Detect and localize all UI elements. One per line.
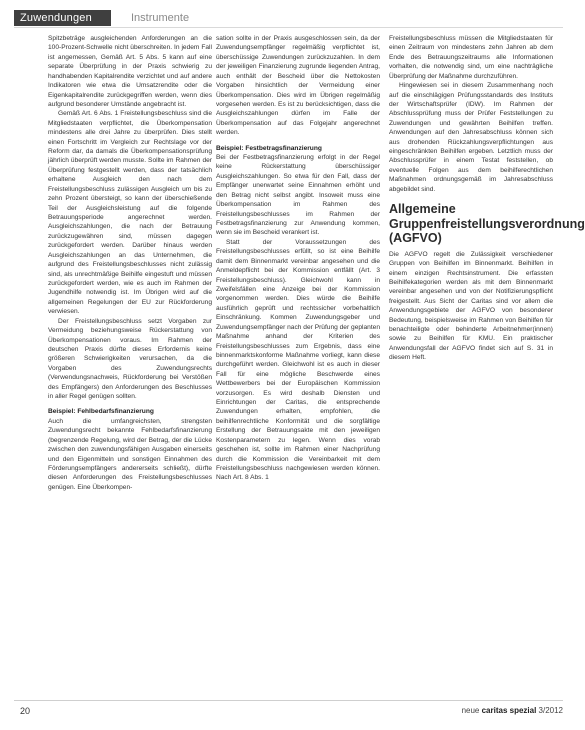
journal-issue: 3/2012 [538, 706, 563, 715]
category-label: Instrumente [131, 12, 190, 24]
text-column-3 [389, 34, 585, 684]
text-column-1 [48, 34, 212, 684]
subheading: Beispiel: Fehlbedarfsfinanzierung [48, 408, 154, 416]
header-divider [14, 27, 563, 28]
paragraph: sation sollte in der Praxis ausgeschlossen sein, da der Zuwendungsempfänger regelmäßig verpflichtet ist, überschüssige Zuwendungen zurückzuzahlen. In dem der jeweiligen Finanzierung zugrunde liegenden Antrag, auch enthält der Bescheid über die Nettokosten Vorgaben hinsichtlich der Vermeidung einer Überkompensation. Dies wird im Übrigen regelmäßig vorgesehen werden. Es ist zu berücksichtigen, dass die Ausgleichszahlungen dürfen im Falle der Überkompensation auf das Folgejahr angerechnet werden. [216, 35, 380, 137]
journal-name: caritas spezial [481, 706, 537, 715]
paragraph: Hingewiesen sei in diesem Zusammenhang noch auf die einschlägigen Prüfungsstandards des Instituts der Wirtschaftsprüfer (IDW). Im Rahmen der Abschlussprüfung muss der Prüfer Feststellungen zu Zuwendungen und gewährten Beihilfen treffen. Anwendungen auf den Jahresabschluss können sich aus drohenden Rückzahlungsverpflichtungen aus eingeschränkten Beihilfen ergeben. Letztlich muss der Abschlussprüfer in einem Testat feststellen, ob eventuelle Folgen aus dem beihilferechtlichen Maßnahmen ordnungsgemäß im Jahresabschluss abgebildet sind. [389, 82, 553, 193]
section-label: Zuwendungen [20, 12, 92, 24]
page-number: 20 [20, 706, 31, 716]
footer-divider [14, 700, 563, 701]
paragraph: Bei der Festbetragsfinanzierung erfolgt in der Regel keine Rückerstattung überschüssiger Ausgleichszahlungen. So etwa für den Fall, dass der Empfänger unerwartet seine Einnahmen erhöht und den Betrag nicht selbst angibt. Insoweit muss eine Überkompensation im Rahmen des Freistellungsbeschlusses im Rahmen der Festbetragsfinanzierung zur Anwendung kommen, wenn sie im Bescheid verankert ist. [216, 154, 380, 237]
paragraph: Freistellungsbeschluss müssen die Mitgliedstaaten für einen Zeitraum von mindestens zehn Jahren ab dem Ende des Betrauungszeitraums alle Informationen vorhalten, die notwendig sind, um eine nachträgliche Überprüfung der Maßnahme durchzuführen. [389, 35, 553, 80]
paragraph: Statt der Voraussetzungen des Freistellungsbeschlusses erfüllt, so ist eine Beihilfe damit dem Binnenmarkt vereinbar angesehen und die Anmeldepflicht bei der Kommission entfällt (Art. 3 Freistellungsbeschluss). Gleichwohl kann in Zweifelsfällen eine Anzeige bei der Kommission vorgenommen werden. Dies würde die Beihilfe ausführlich geprüft und rechtssicher vorbehaltlich Einschränkung. Kommen Zuwendungsgeber und Zuwendungsempfänger nach der Prüfung der geplanten Maßnahme anhand der Kriterien des Freistellungsbeschlusses zum Ergebnis, dass eine binnenmarktskonforme Maßnahme vorliegt, kann diese durchgeführt werden. Gleichwohl ist es auch in dieser Fall für eine mögliche Beschwerde eines Wettbewerbers bei der Europäischen Kommission vorzusorgen. Es wird deshalb Diensten und Einrichtungen der Caritas, die entsprechende Zuwendungen erhalten, empfohlen, die beihilfenrechtliche Konformität und die sorgfältige Erstellung der Betrauungsakte mit den jeweiligen Kostenparametern zu legen. Wenn dies vorab geschehen ist, sollte im Rahmen einer Nachprüfung durch die Kommission die Vereinbarkeit mit dem Freistellungsbeschluss nachgewiesen werden können. Nach Art. 8 Abs. 1 [216, 238, 380, 482]
section-tab [14, 10, 111, 26]
paragraph: Die AGFVO regelt die Zulässigkeit verschiedener Gruppen von Beihilfen im Binnenmarkt. Beihilfen in einem einzigen Rechtsinstrument. Die erfassten Beihilfekategorien werden als mit dem Binnenmarkt vereinbar angesehen und von der Notifizierungspflicht freigestellt. Aus Sicht der Caritas sind vor allem die Anwendungsgebiete der AGFVO von besonderer Bedeutung, beispielsweise im Rahmen von Beihilfen für benachteiligte oder behinderte Arbeitnehmer(innen) sowie zu Beihilfen für KMU. Ein praktischer Anwendungsfall der AGFVO findet sich auf S. 31 in diesem Heft. [389, 250, 553, 362]
text-column-2 [216, 34, 380, 684]
paragraph: Der Freistellungsbeschluss setzt Vorgaben zur Vermeidung beziehungsweise Rückerstattung von Überkompensationen voraus. Im Rahmen der deutschen Praxis dürfte dieses Erfordernis keine größeren Schwierigkeiten verursachen, da die Vorgaben des Zuwendungsrechts (Verwendungsnachweis, Rückforderung bei Verstößen des Empfängers) den Anforderungen des Beschlusses in aller Regel genügen sollten. [48, 317, 212, 401]
paragraph: Auch die umfangreichsten, strengsten Zuwendungsrecht bekannte Fehlbedarfsfinanzierung (begrenzende Regelung, wird der Betrag, der die Lücke zwischen den zuwendungsfähigen Ausgaben einerseits und den Eigenmitteln und sonstigen Einnahmen des Förderungsempfängers andererseits schließt), dürfte diesen Anforderungen des Freistellungsbeschlusses genügen. Eine Überkompen- [48, 417, 212, 491]
journal-prefix: neue [461, 706, 480, 715]
paragraph: Spitzbeträge ausgleichenden Anforderungen an die 100-Prozent-Schwelle nicht überschreiten. In jedem Fall ist angemessen, Gemäß Art. 5 Abs. 5 kann auf eine separate Überprüfung in der Praxis schwierig zu handhabenden Kapitalrendite verzichtet und auf andere Indikatoren wie etwa die Umsatzrendite oder die Eigenkapitalrendite zurückgegriffen werden, wenn dies aufgrund besonderer Umstände angebracht ist. [48, 35, 212, 108]
journal-credit [462, 706, 563, 715]
section-heading: Allgemeine Gruppenfreistellungsverordnung (AGFVO) [389, 202, 585, 246]
subheading: Beispiel: Festbetragsfinanzierung [216, 144, 322, 152]
paragraph: Gemäß Art. 6 Abs. 1 Freistellungsbeschluss sind die Mitgliedstaaten verpflichtet, die Überkompensation mindestens alle drei Jahre zu überprüfen. Dies stellt einen Fortschritt im Vergleich zur Rechtslage vor der Reform dar, da damals die Überkompensationsprüfung jährlich überprüft werden musste. Sollte im Rahmen der Überprüfung festgestellt werden, dass der tatsächlich erhaltene Ausgleich den nach dem Freistellungsbeschluss zulässigen Ausgleich um bis zu zehn Prozent übersteigt, so kann der überschießende Teil der Ausgleichsleistung auf die folgende Betrauungsperiode angerechnet werden. Ausgleichszahlungen, die nach der Betrauung zurückzugewähren sind, müssen dagegen zurückgefordert werden. Darüber hinaus werden Ausgleichszahlungen an das Unternehmen, die aufgrund des Freistellungsbeschlusses nicht zulässig sind, als unrechtmäßige Beihilfe eingestuft und müssen zurückgefordert werden, wie es auch im Rahmen der Jugendhilfe notwendig ist. Im Übrigen wird auf die allgemeinen Regelungen der EU zur Rückforderung verwiesen. [48, 110, 212, 316]
